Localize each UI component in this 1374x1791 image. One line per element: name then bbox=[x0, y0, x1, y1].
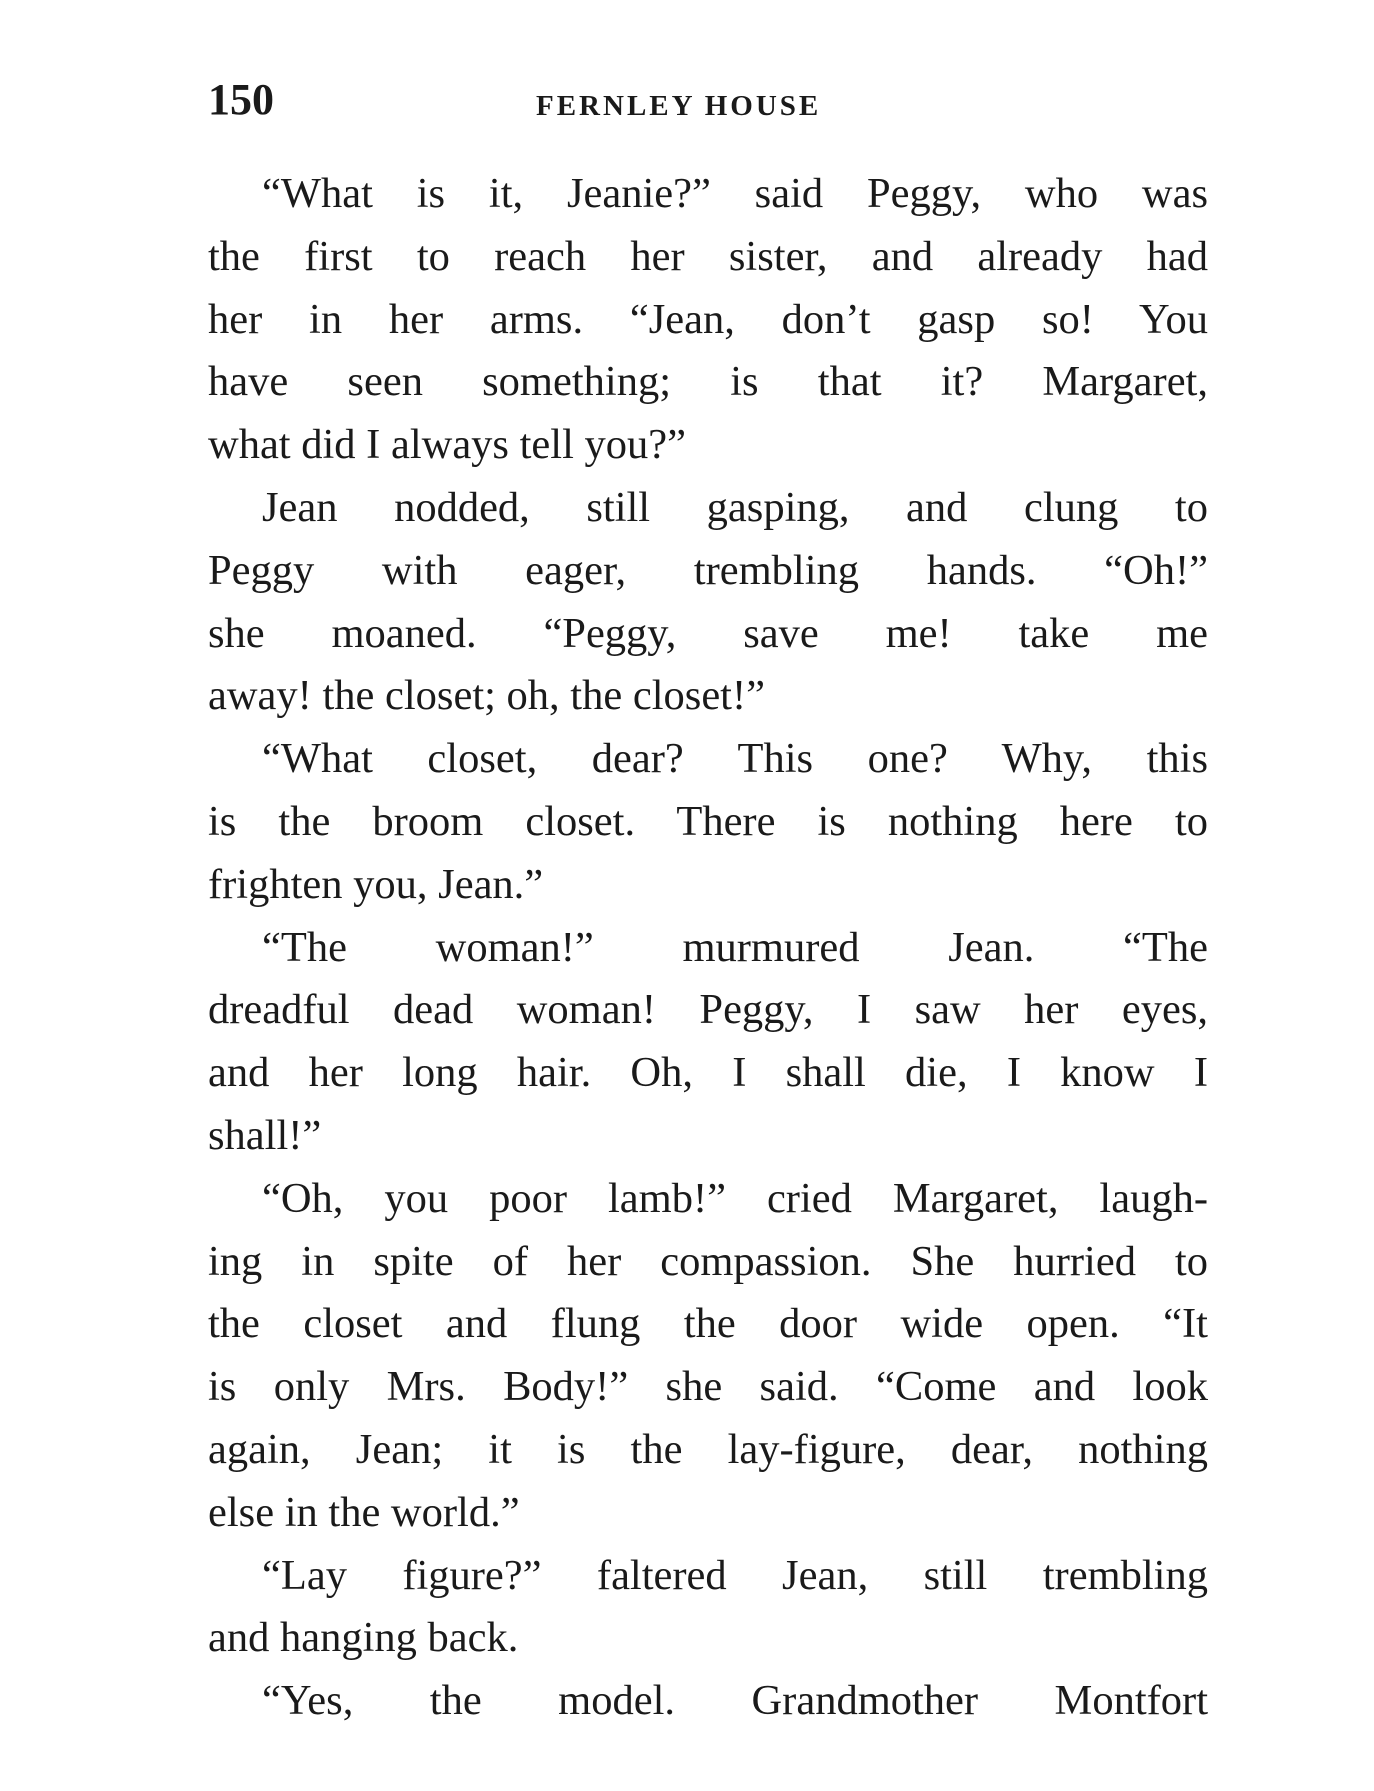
text-line: the first to reach her sister, and already had bbox=[208, 232, 1208, 280]
page-header bbox=[208, 70, 1208, 130]
text-line: else in the world.” bbox=[208, 1488, 520, 1536]
text-line: “Yes, the model. Grandmother Montfort bbox=[262, 1677, 1208, 1725]
running-title: FERNLEY HOUSE bbox=[536, 90, 822, 122]
paragraph bbox=[208, 1670, 1208, 1733]
text-line: frighten you, Jean.” bbox=[208, 860, 544, 908]
text-line: Peggy with eager, trembling hands. “Oh!” bbox=[208, 546, 1208, 594]
text-line: again, Jean; it is the lay-figure, dear, nothing bbox=[208, 1425, 1208, 1473]
text-line: and her long hair. Oh, I shall die, I know I bbox=[208, 1049, 1208, 1097]
text-line: “Lay figure?” faltered Jean, still trembling bbox=[262, 1551, 1208, 1599]
paragraph bbox=[208, 477, 1208, 728]
text-line: away! the closet; oh, the closet!” bbox=[208, 672, 766, 720]
text-line: she moaned. “Peggy, save me! take me bbox=[208, 609, 1208, 657]
text-line: ing in spite of her compassion. She hurried to bbox=[208, 1237, 1208, 1285]
text-line: “Oh, you poor lamb!” cried Margaret, laugh- bbox=[262, 1174, 1208, 1222]
text-line: Jean nodded, still gasping, and clung to bbox=[262, 483, 1208, 531]
text-line: the closet and flung the door wide open. “It bbox=[208, 1300, 1208, 1348]
text-line: have seen something; is that it? Margaret, bbox=[208, 358, 1208, 406]
text-line: and hanging back. bbox=[208, 1614, 519, 1662]
text-line: dreadful dead woman! Peggy, I saw her eyes, bbox=[208, 986, 1208, 1034]
text-line: her in her arms. “Jean, don’t gasp so! You bbox=[208, 295, 1208, 343]
body-text bbox=[208, 163, 1208, 1733]
paragraph bbox=[208, 163, 1208, 477]
text-line: “What closet, dear? This one? Why, this bbox=[262, 735, 1208, 783]
paragraph bbox=[208, 1168, 1208, 1545]
page-number: 150 bbox=[208, 75, 274, 124]
paragraph bbox=[208, 728, 1208, 916]
text-line: “The woman!” murmured Jean. “The bbox=[262, 923, 1208, 971]
text-line: is the broom closet. There is nothing here to bbox=[208, 797, 1208, 845]
paragraph bbox=[208, 1545, 1208, 1671]
text-line: what did I always tell you?” bbox=[208, 421, 686, 469]
text-line: “What is it, Jeanie?” said Peggy, who was bbox=[262, 170, 1208, 217]
text-line: shall!” bbox=[208, 1111, 322, 1159]
text-line: is only Mrs. Body!” she said. “Come and look bbox=[208, 1363, 1208, 1411]
paragraph bbox=[208, 917, 1208, 1168]
